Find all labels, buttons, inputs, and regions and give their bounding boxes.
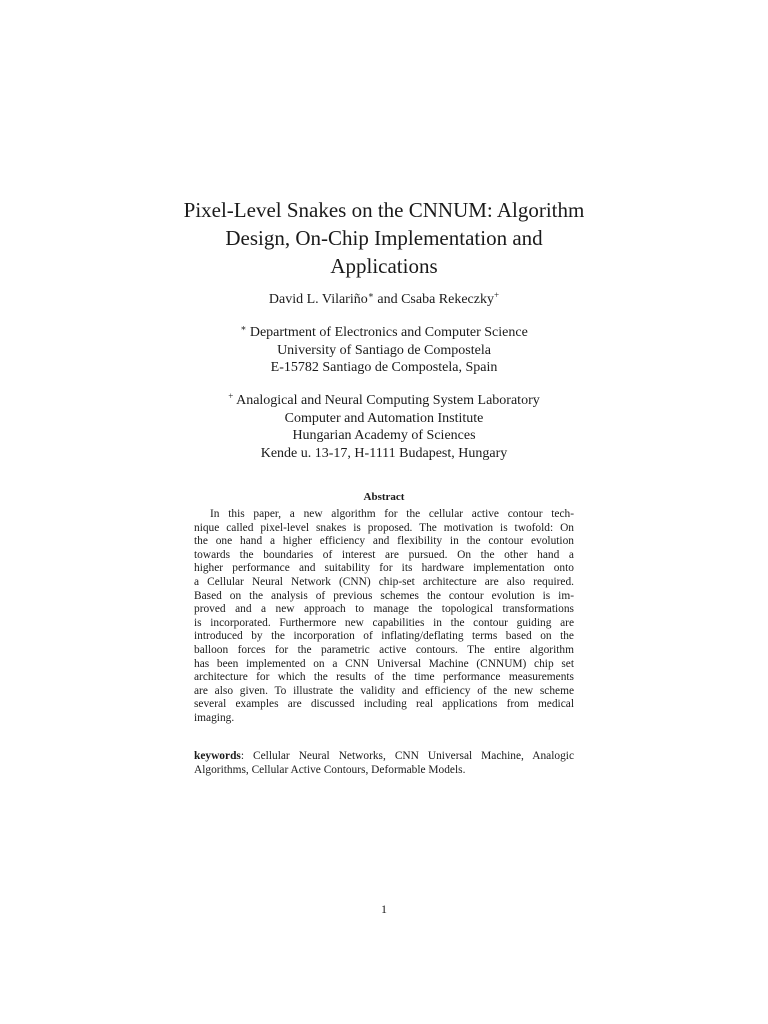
abstract-line: is incorporated. Furthermore new capabilities in the contour guiding are <box>194 616 574 629</box>
affiliation-line: E-15782 Santiago de Compostela, Spain <box>270 360 498 375</box>
paper-title <box>140 196 628 280</box>
keywords-line <box>194 749 574 763</box>
affiliation-mark: ∗ <box>240 323 247 333</box>
title-line: Pixel-Level Snakes on the CNNUM: Algorithm <box>183 198 585 222</box>
abstract-line: a Cellular Neural Network (CNN) chip-set architecture are also required. <box>194 575 574 588</box>
abstract-heading: Abstract <box>363 491 405 503</box>
abstract-line: architecture for which the results of the time performance measurements <box>194 671 574 684</box>
affiliation-line: University of Santiago de Compostela <box>277 342 491 358</box>
abstract-line: nique called pixel-level snakes is proposed. The motivation is twofold: On <box>194 521 574 534</box>
affiliation-mark: ∗ <box>367 290 374 300</box>
author-connector: and <box>373 292 402 307</box>
abstract-line: balloon forces for the parametric active contours. The entire algorithm <box>194 643 574 656</box>
abstract-line: towards the boundaries of interest are pursued. On the other hand a <box>194 548 574 561</box>
affiliation-mark: + <box>228 391 234 401</box>
affiliation-line <box>140 324 628 342</box>
title-line: Design, On-Chip Implementation and <box>225 226 543 250</box>
keywords-line: Algorithms, Cellular Active Contours, Deformable Models. <box>194 764 466 776</box>
abstract-line: proved and a new approach to manage the topological transformations <box>194 603 574 616</box>
abstract-line: are also given. To illustrate the validity and efficiency of the new scheme <box>194 684 574 697</box>
abstract-line: higher performance and suitability for its hardware implementation onto <box>194 562 574 575</box>
affiliation-line: Computer and Automation Institute <box>284 410 484 426</box>
affiliation-block-2 <box>140 392 628 462</box>
abstract-text <box>194 508 574 726</box>
abstract-line: imaging. <box>194 711 235 724</box>
affiliation-line <box>140 392 628 410</box>
affiliation-block-1 <box>140 324 628 377</box>
author-list <box>140 291 628 309</box>
keywords-block <box>194 749 574 777</box>
affiliation-text: Department of Electronics and Computer Science <box>249 325 528 340</box>
affiliation-text: Analogical and Neural Computing System Laboratory <box>236 393 540 408</box>
abstract-line: has been implemented on a CNN Universal Machine (CNNUM) chip set <box>194 657 574 670</box>
abstract-line: In this paper, a new algorithm for the cellular active contour tech- <box>210 508 574 520</box>
abstract-line: several examples are discussed including real applications from medical <box>194 698 574 711</box>
author-name: Csaba Rekeczky <box>401 292 494 307</box>
abstract-line: introduced by the incorporation of inflating/deflating terms based on the <box>194 630 574 643</box>
affiliation-line: Kende u. 13-17, H-1111 Budapest, Hungary <box>260 445 508 461</box>
affiliation-line: Hungarian Academy of Sciences <box>292 428 476 443</box>
keywords-label: keywords <box>194 750 241 762</box>
page-number: 1 <box>381 902 387 916</box>
author-name: David L. Vilariño <box>268 292 368 307</box>
affiliation-mark: + <box>494 290 500 300</box>
keywords-text: : Cellular Neural Networks, CNN Universal Machine, Analogic <box>240 750 574 762</box>
title-line: Applications <box>330 254 438 278</box>
abstract-line: the one hand a higher efficiency and flexibility in the contour evolution <box>194 535 574 548</box>
abstract-line: Based on the analysis of previous schemes the contour evolution is im- <box>194 589 574 602</box>
